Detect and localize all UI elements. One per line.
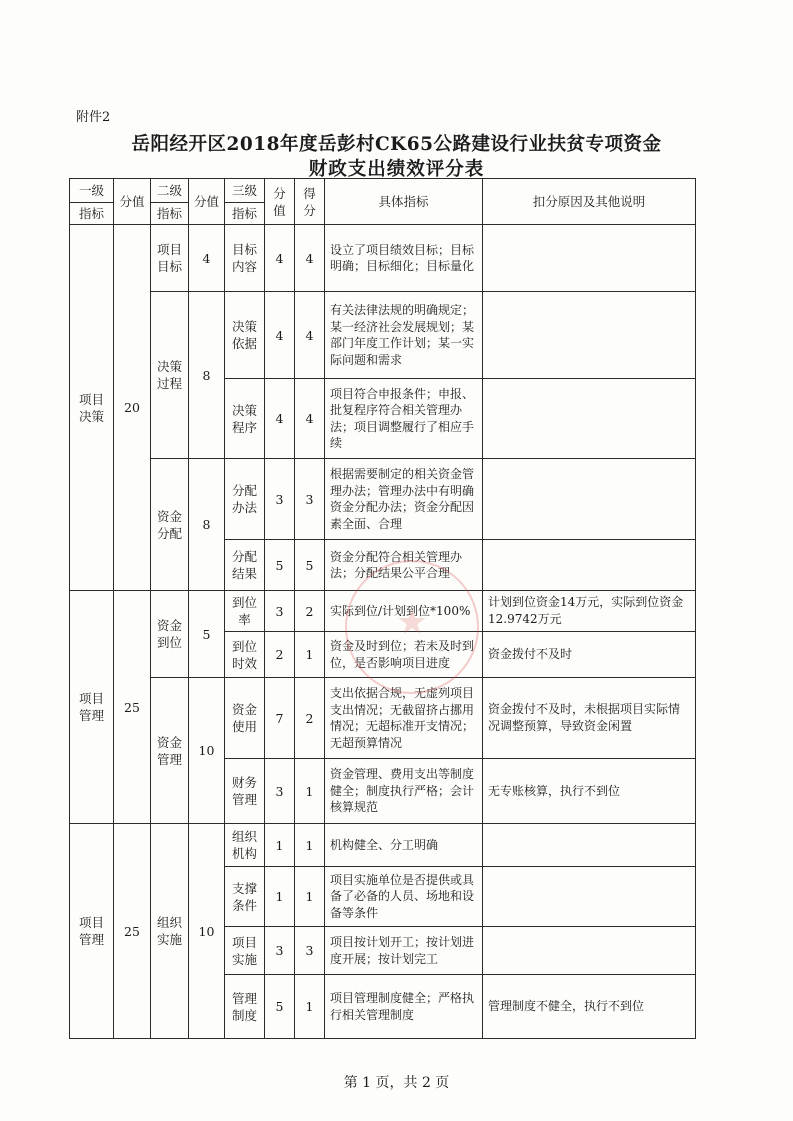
got-score: 1	[295, 632, 325, 678]
indicator-text: 有关法律法规的明确规定；某一经济社会发展规划；某部门年度工作计划；某一实际问题和需求	[325, 292, 483, 379]
deduction-note	[483, 927, 696, 975]
level2-name: 资金管理	[151, 678, 189, 824]
level3-name: 到位率	[225, 591, 265, 632]
table-row	[70, 225, 696, 292]
level1-name: 项目管理	[70, 591, 114, 824]
performance-score-table	[69, 178, 696, 1039]
indicator-text: 资金及时到位；若未及时到位，是否影响项目进度	[325, 632, 483, 678]
level3-score: 1	[265, 824, 295, 867]
header-indicator: 具体指标	[325, 179, 483, 225]
level3-name: 目标内容	[225, 225, 265, 292]
level2-score: 4	[189, 225, 225, 292]
got-score: 1	[295, 824, 325, 867]
level3-name: 决策依据	[225, 292, 265, 379]
level3-name: 组织机构	[225, 824, 265, 867]
level3-name: 分配结果	[225, 540, 265, 591]
level3-score: 2	[265, 632, 295, 678]
level2-name: 决策过程	[151, 292, 189, 459]
header-level3: 三级	[225, 179, 265, 203]
level3-score: 4	[265, 225, 295, 292]
attachment-label: 附件2	[76, 110, 111, 125]
header-level2: 二级	[151, 179, 189, 203]
table-row	[70, 292, 696, 379]
table-row	[70, 678, 696, 759]
header-score1: 分值	[114, 179, 151, 225]
level3-name: 到位时效	[225, 632, 265, 678]
header-level1-sub: 指标	[70, 203, 114, 225]
level3-name: 财务管理	[225, 759, 265, 824]
level3-score: 5	[265, 540, 295, 591]
indicator-text: 项目按计划开工；按计划进度开展；按计划完工	[325, 927, 483, 975]
level1-score: 20	[114, 225, 151, 591]
level2-name: 资金分配	[151, 459, 189, 591]
level3-name: 管理制度	[225, 975, 265, 1039]
deduction-note: 计划到位资金14万元，实际到位资金12.9742万元	[483, 591, 696, 632]
level3-score: 1	[265, 867, 295, 927]
level2-name: 项目目标	[151, 225, 189, 292]
got-score: 4	[295, 225, 325, 292]
document-subtitle: 财政支出绩效评分表	[308, 159, 485, 180]
level3-name: 支撑条件	[225, 867, 265, 927]
indicator-text: 设立了项目绩效目标；目标明确；目标细化；目标量化	[325, 225, 483, 292]
document-title: 岳阳经开区2018年度岳彭村CK65公路建设行业扶贫专项资金	[131, 134, 662, 155]
header-level1: 一级	[70, 179, 114, 203]
level3-name: 决策程序	[225, 379, 265, 459]
indicator-text: 项目实施单位是否提供或具备了必备的人员、场地和设备等条件	[325, 867, 483, 927]
deduction-note: 管理制度不健全，执行不到位	[483, 975, 696, 1039]
header-got: 得分	[295, 179, 325, 225]
page-footer: 第 1 页，共 2 页	[343, 1075, 450, 1091]
level3-name: 分配办法	[225, 459, 265, 540]
level3-score: 3	[265, 591, 295, 632]
level3-name: 项目实施	[225, 927, 265, 975]
table-row	[70, 591, 696, 632]
level3-score: 5	[265, 975, 295, 1039]
indicator-text: 资金管理、费用支出等制度健全；制度执行严格；会计核算规范	[325, 759, 483, 824]
level2-name: 组织实施	[151, 824, 189, 1039]
deduction-note: 资金拨付不及时	[483, 632, 696, 678]
header-level3-sub: 指标	[225, 203, 265, 225]
header-row	[70, 179, 696, 203]
table-row	[70, 824, 696, 867]
level2-score: 5	[189, 591, 225, 678]
got-score: 4	[295, 292, 325, 379]
table-row	[70, 459, 696, 540]
deduction-note	[483, 459, 696, 540]
level3-score: 3	[265, 927, 295, 975]
indicator-text: 资金分配符合相关管理办法；分配结果公平合理	[325, 540, 483, 591]
indicator-text: 机构健全、分工明确	[325, 824, 483, 867]
deduction-note: 无专账核算，执行不到位	[483, 759, 696, 824]
level2-name: 资金到位	[151, 591, 189, 678]
level2-score: 10	[189, 824, 225, 1039]
got-score: 1	[295, 975, 325, 1039]
deduction-note	[483, 225, 696, 292]
level3-score: 4	[265, 379, 295, 459]
got-score: 3	[295, 459, 325, 540]
indicator-text: 根据需要制定的相关资金管理办法；管理办法中有明确资金分配办法；资金分配因素全面、合理	[325, 459, 483, 540]
got-score: 5	[295, 540, 325, 591]
level1-score: 25	[114, 591, 151, 824]
indicator-text: 实际到位/计划到位*100%	[325, 591, 483, 632]
level3-score: 3	[265, 459, 295, 540]
level1-score: 25	[114, 824, 151, 1039]
level3-score: 7	[265, 678, 295, 759]
got-score: 3	[295, 927, 325, 975]
level3-name: 资金使用	[225, 678, 265, 759]
indicator-text: 项目管理制度健全；严格执行相关管理制度	[325, 975, 483, 1039]
got-score: 1	[295, 867, 325, 927]
got-score: 4	[295, 379, 325, 459]
header-score2: 分值	[189, 179, 225, 225]
header-level2-sub: 指标	[151, 203, 189, 225]
got-score: 2	[295, 678, 325, 759]
level3-score: 3	[265, 759, 295, 824]
deduction-note	[483, 379, 696, 459]
deduction-note	[483, 540, 696, 591]
header-score3: 分值	[265, 179, 295, 225]
level2-score: 10	[189, 678, 225, 824]
level1-name: 项目管理	[70, 824, 114, 1039]
indicator-text: 项目符合申报条件；申报、批复程序符合相关管理办法；项目调整履行了相应手续	[325, 379, 483, 459]
deduction-note	[483, 867, 696, 927]
got-score: 2	[295, 591, 325, 632]
level3-score: 4	[265, 292, 295, 379]
indicator-text: 支出依据合规，无虚列项目支出情况；无截留挤占挪用情况；无超标准开支情况；无超预算情况	[325, 678, 483, 759]
level1-name: 项目决策	[70, 225, 114, 591]
deduction-note: 资金拨付不及时，未根据项目实际情况调整预算，导致资金闲置	[483, 678, 696, 759]
header-note: 扣分原因及其他说明	[483, 179, 696, 225]
deduction-note	[483, 824, 696, 867]
got-score: 1	[295, 759, 325, 824]
level2-score: 8	[189, 292, 225, 459]
deduction-note	[483, 292, 696, 379]
level2-score: 8	[189, 459, 225, 591]
